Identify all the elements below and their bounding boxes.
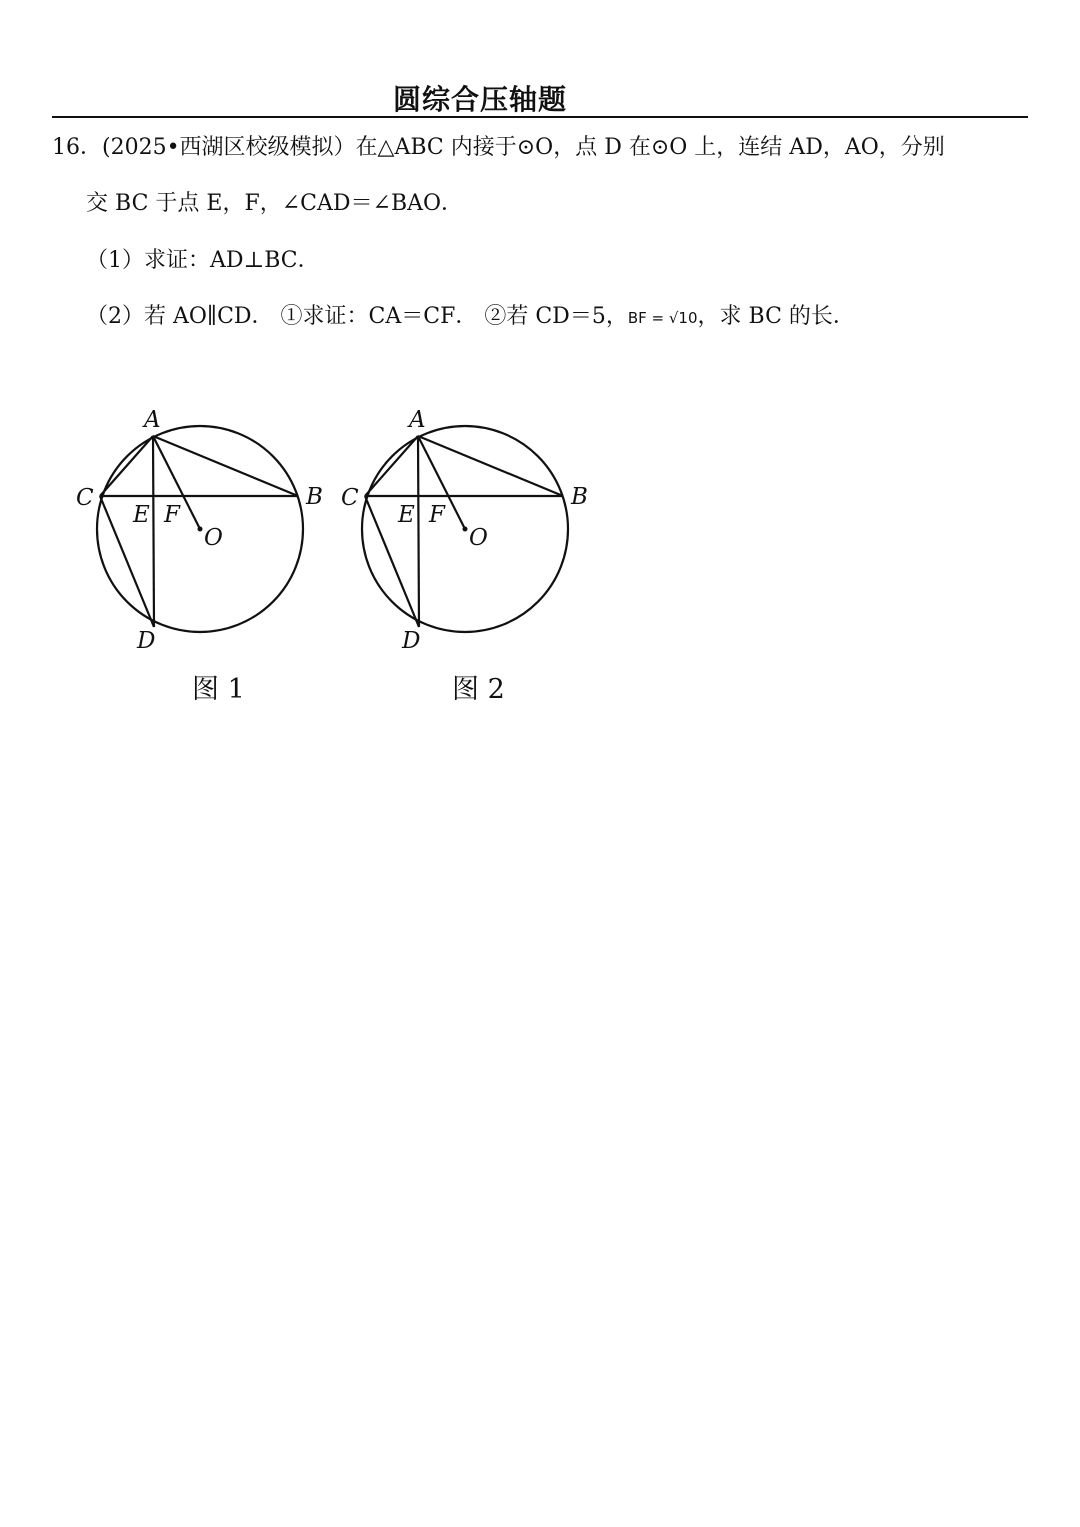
segment-ab-1	[153, 436, 298, 496]
page-title: 圆综合压轴题	[392, 83, 567, 116]
figure-1-labels	[76, 407, 323, 705]
label-d-2: D	[402, 628, 421, 654]
label-a-2: A	[409, 407, 426, 433]
label-a-1: A	[144, 407, 161, 433]
problem-line-1: 16．(2025•西湖区校级模拟）在△ABC 内接于⊙O，点 D 在⊙O 上，连结 AD，AO，分别	[52, 135, 945, 160]
figure-2-caption: 图 2	[452, 674, 505, 705]
geometry-figures	[60, 395, 620, 725]
figure-1	[97, 426, 303, 632]
label-c-2: C	[341, 485, 359, 511]
segment-ab-2	[418, 436, 563, 496]
problem-part-2	[86, 302, 855, 333]
label-c-1: C	[76, 485, 94, 511]
point-o-1	[198, 527, 203, 532]
label-b-2: B	[571, 484, 588, 510]
label-d-1: D	[137, 628, 156, 654]
point-o-2	[463, 527, 468, 532]
problem-part-1: （1）求证：AD⊥BC．	[86, 248, 320, 273]
part-2-suffix: ，求 BC 的长．	[697, 304, 855, 329]
figure-2-labels	[341, 407, 588, 705]
label-o-2: O	[469, 525, 488, 551]
problem-line-2: 交 BC 于点 E，F，∠CAD＝∠BAO．	[86, 191, 464, 216]
title-underline	[52, 116, 1028, 118]
label-e-2: E	[398, 502, 415, 528]
label-f-2: F	[429, 502, 445, 528]
segment-ad-2	[418, 436, 419, 627]
figure-2	[362, 426, 568, 632]
label-b-1: B	[306, 484, 323, 510]
segment-ac-2	[365, 436, 418, 496]
part-2-prefix: （2）若 AO∥CD． ①求证：CA＝CF． ②若 CD＝5，	[86, 304, 628, 329]
segment-ac-1	[100, 436, 153, 496]
label-f-1: F	[164, 502, 180, 528]
label-e-1: E	[133, 502, 150, 528]
label-o-1: O	[204, 525, 223, 551]
figure-1-caption: 图 1	[192, 674, 245, 705]
segment-ad-1	[153, 436, 154, 627]
bf-formula: BF = √10	[627, 309, 698, 327]
